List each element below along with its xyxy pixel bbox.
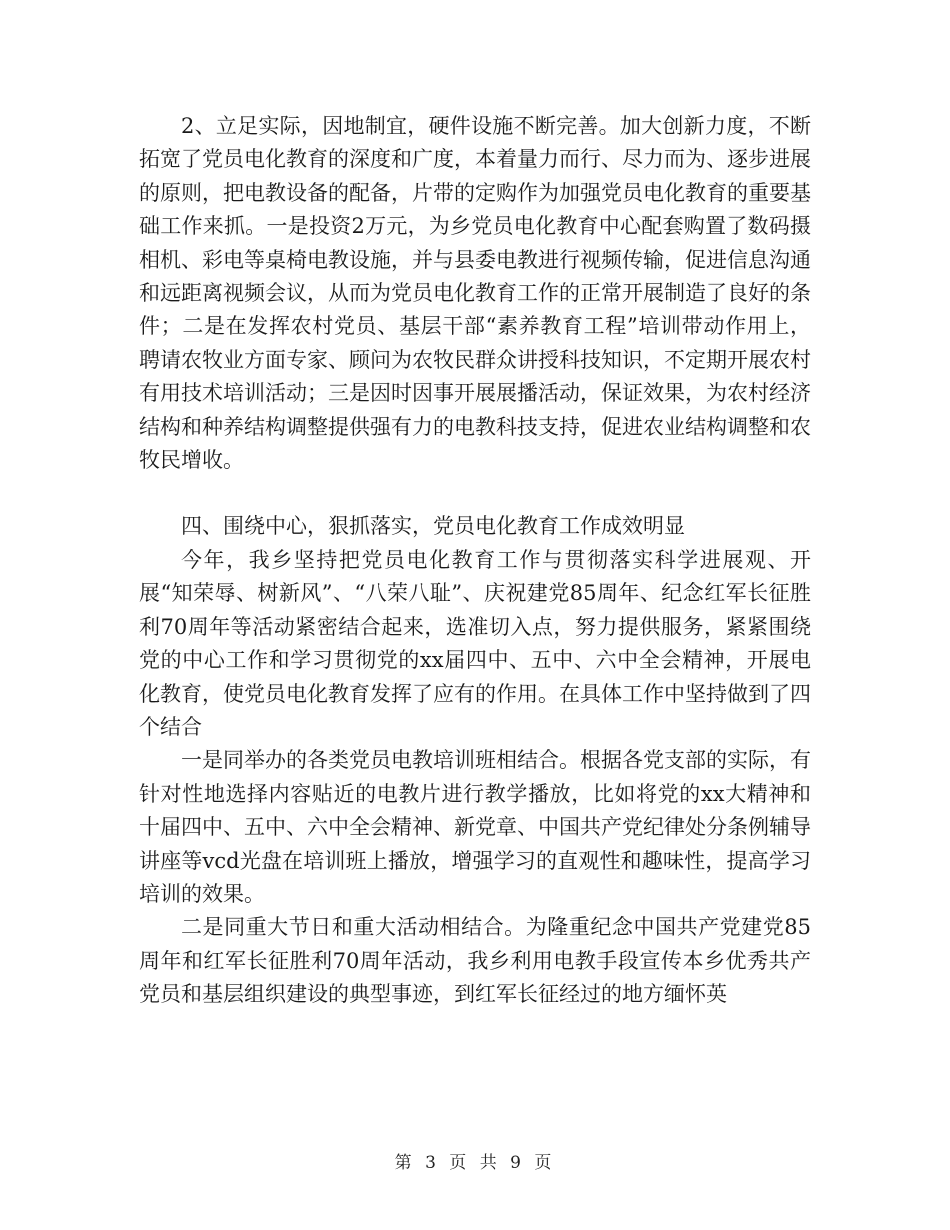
page-body bbox=[139, 110, 811, 1012]
page-footer: 第 3 页 共 9 页 bbox=[394, 1153, 556, 1173]
section-intro-paragraph: 今年，我乡坚持把党员电化教育工作与贯彻落实科学进展观、开展“知荣辱、树新风”、“八荣八耻”、庆祝建党85周年、纪念红军长征胜利70周年等活动紧密结合起来，选准切入点，努力提供服务，紧紧围绕党的中心工作和学习贯彻党的xx届四中、五中、六中全会精神，开展电化教育，使党员电化教育发挥了应有的作用。在具体工作中坚持做到了四个结合 bbox=[139, 547, 811, 739]
paragraph-hardware-facilities: 2、立足实际，因地制宜，硬件设施不断完善。加大创新力度，不断拓宽了党员电化教育的深度和广度，本着量力而行、尽力而为、逐步进展的原则，把电教设备的配备，片带的定购作为加强党员电化教育的重要基础工作来抓。一是投资2万元，为乡党员电化教育中心配套购置了数码摄相机、彩电等桌椅电教设施，并与县委电教进行视频传输，促进信息沟通和远距离视频会议，从而为党员电化教育工作的正常开展制造了良好的条件；二是在发挥农村党员、基层干部“素养教育工程”培训带动作用上，聘请农牧业方面专家、顾问为农牧民群众讲授科技知识，不定期开展农村有用技术培训活动；三是因时因事开展展播活动，保证效果，为农村经济结构和种养结构调整提供强有力的电教科技支持，促进农业结构调整和农牧民增收。 bbox=[139, 114, 811, 473]
paragraph-gap bbox=[139, 477, 811, 510]
combination-two-paragraph: 二是同重大节日和重大活动相结合。为隆重纪念中国共产党建党85周年和红军长征胜利70周年活动，我乡利用电教手段宣传本乡优秀共产党员和基层组织建设的典型事迹，到红军长征经过的地方缅怀英 bbox=[139, 915, 811, 1007]
section-heading: 四、围绕中心，狠抓落实，党员电化教育工作成效明显 bbox=[181, 514, 685, 539]
combination-one-paragraph: 一是同举办的各类党员电教培训班相结合。根据各党支部的实际，有针对性地选择内容贴近的电教片进行教学播放，比如将党的xx大精神和十届四中、五中、六中全会精神、新党章、中国共产党纪律处分条例辅导讲座等vcd光盘在培训班上播放，增强学习的直观性和趣味性，提高学习培训的效果。 bbox=[139, 748, 811, 906]
